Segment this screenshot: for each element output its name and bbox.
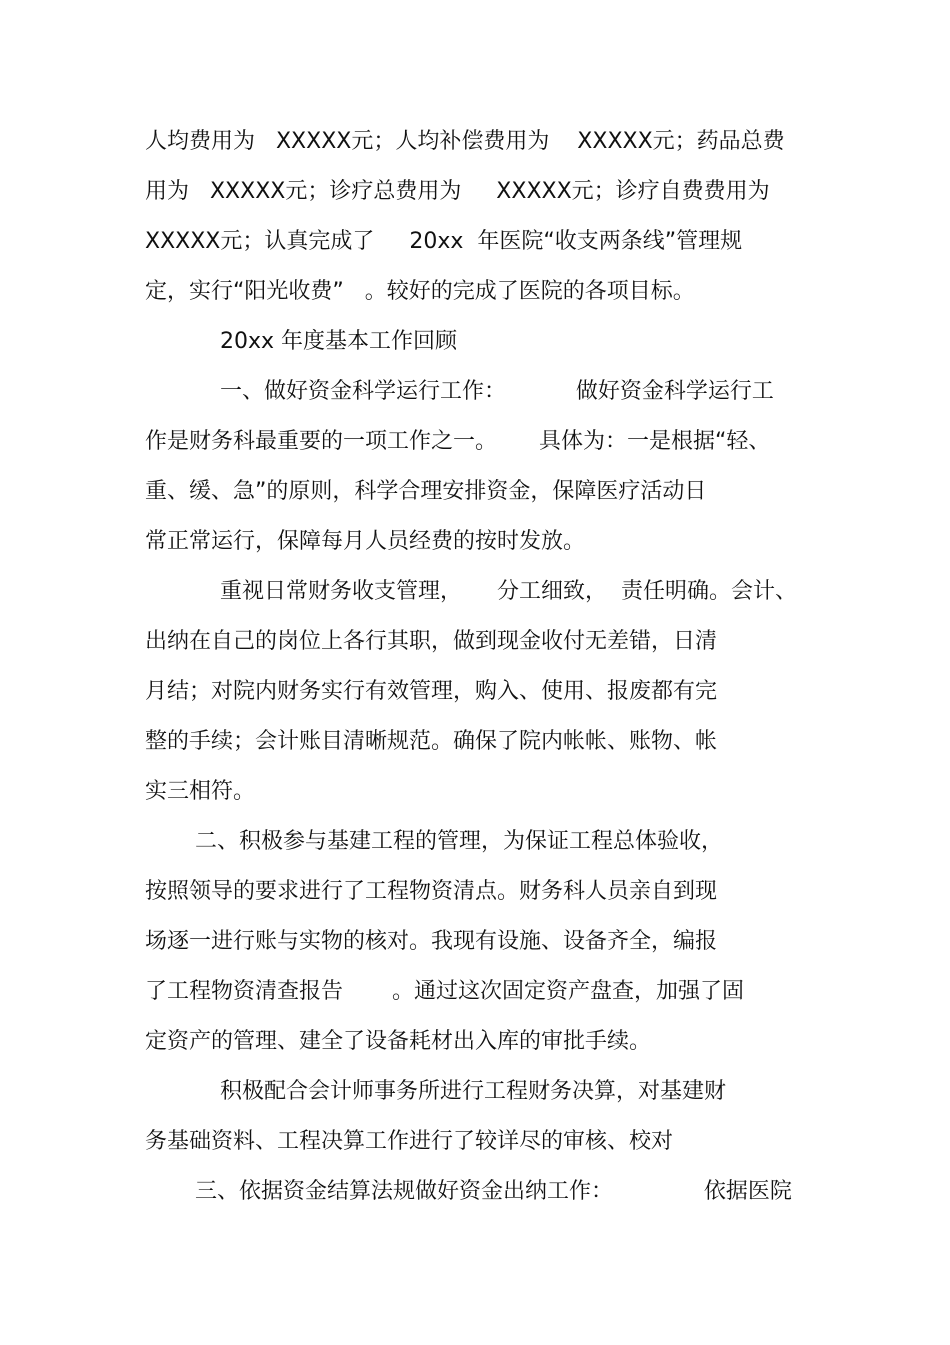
text-line-1: 人均费用为 XXXXX元；人均补偿费用为 XXXXX元；药品总费	[145, 129, 785, 154]
text-line-6: 一、做好资金科学运行工作： 做好资金科学运行工	[220, 379, 774, 404]
text-line-9: 常正常运行，保障每月人员经费的按时发放。	[145, 529, 586, 554]
text-line-21: 务基础资料、工程决算工作进行了较详尽的审核、校对	[145, 1129, 674, 1154]
text-line-13: 整的手续；会计账目清晰规范。确保了院内帐帐、账物、帐	[145, 729, 718, 754]
text-line-18: 了工程物资清查报告 。通过这次固定资产盘查，加强了固	[145, 979, 744, 1004]
text-line-15: 二、积极参与基建工程的管理，为保证工程总体验收，	[195, 829, 724, 854]
text-line-8: 重、缓、急”的原则，科学合理安排资金，保障医疗活动日	[145, 479, 707, 504]
text-line-10: 重视日常财务收支管理， 分工细致， 责任明确。会计、	[220, 579, 797, 604]
section-heading: 20xx 年度基本工作回顾	[220, 329, 458, 354]
text-line-11: 出纳在自己的岗位上各行其职，做到现金收付无差错，日清	[145, 629, 718, 654]
text-line-4: 定，实行“阳光收费” 。较好的完成了医院的各项目标。	[145, 279, 695, 304]
text-line-17: 场逐一进行账与实物的核对。我现有设施、设备齐全，编报	[145, 929, 718, 954]
text-line-19: 定资产的管理、建全了设备耗材出入库的审批手续。	[145, 1029, 652, 1054]
text-line-22: 三、依据资金结算法规做好资金出纳工作： 依据医院	[195, 1179, 792, 1204]
text-line-14: 实三相符。	[145, 779, 256, 804]
text-line-16: 按照领导的要求进行了工程物资清点。财务科人员亲自到现	[145, 879, 718, 904]
text-line-20: 积极配合会计师事务所进行工程财务决算，对基建财	[220, 1079, 727, 1104]
text-line-3: XXXXX元；认真完成了 20xx 年医院“收支两条线”管理规	[145, 229, 743, 254]
text-line-7: 作是财务科最重要的一项工作之一。 具体为：一是根据“轻、	[145, 429, 771, 454]
text-line-2: 用为 XXXXX元；诊疗总费用为 XXXXX元；诊疗自费费用为	[145, 179, 770, 204]
text-line-12: 月结；对院内财务实行有效管理，购入、使用、报废都有完	[145, 679, 718, 704]
